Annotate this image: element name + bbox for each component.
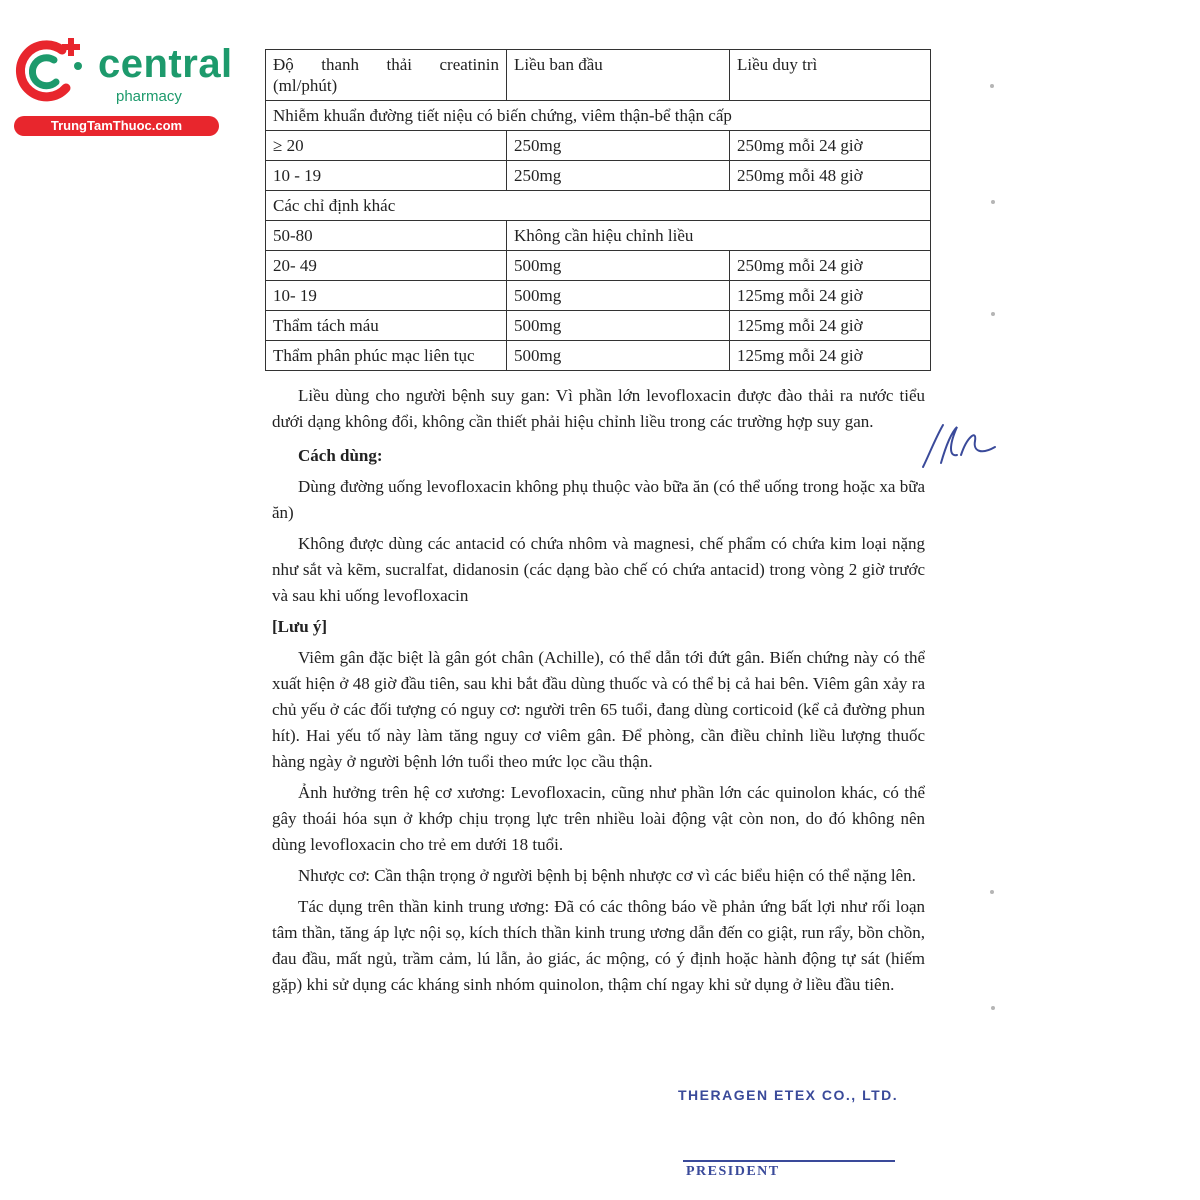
- table-cell: 125mg mỗi 24 giờ: [730, 341, 931, 371]
- scan-speck: [991, 200, 995, 204]
- usage-paragraph: Không được dùng các antacid có chứa nhôm và magnesi, chế phẩm có chứa kim loại nặng như sắt và kẽm, sucralfat, didanosin (các dạng bào chế có chứa antacid) trong vòng 2 giờ trước và sau khi uống levofloxacin: [272, 534, 925, 605]
- liver-dosage-paragraph: Liều dùng cho người bệnh suy gan: Vì phần lớn levofloxacin được đào thải ra nước tiểu dưới dạng không đổi, không cần thiết phải hiệu chỉnh liều trong các trường hợp suy gan.: [272, 386, 925, 431]
- table-cell: Thẩm tách máu: [266, 311, 507, 341]
- table-row: [266, 221, 931, 251]
- table-section-row: [266, 191, 931, 221]
- scan-speck: [991, 312, 995, 316]
- signature-initials-icon: [915, 415, 1005, 475]
- brand-logo[interactable]: [12, 36, 233, 136]
- dosage-table: [265, 49, 931, 371]
- document-body: [272, 383, 925, 1003]
- header-first-line: Độ thanh thải creatinin: [273, 55, 499, 74]
- pharmacy-cross-logo-icon: [12, 36, 90, 106]
- table-section-row: [266, 101, 931, 131]
- table-header-cell: Liều ban đầu: [507, 50, 730, 101]
- table-cell: 250mg mỗi 24 giờ: [730, 251, 931, 281]
- signature-line: [683, 1160, 895, 1162]
- table-cell: Không cần hiệu chỉnh liều: [507, 221, 931, 251]
- usage-paragraph: Dùng đường uống levofloxacin không phụ thuộc vào bữa ăn (có thể uống trong hoặc xa bữa ăn): [272, 477, 925, 522]
- table-cell: 10 - 19: [266, 161, 507, 191]
- table-cell: ≥ 20: [266, 131, 507, 161]
- table-cell: 250mg mỗi 24 giờ: [730, 131, 931, 161]
- scan-speck: [990, 890, 994, 894]
- brand-subtitle: pharmacy: [116, 88, 182, 105]
- president-title: PRESIDENT: [686, 1164, 780, 1179]
- table-row: [266, 161, 931, 191]
- table-header-cell: Liều duy trì: [730, 50, 931, 101]
- table-cell: 250mg mỗi 48 giờ: [730, 161, 931, 191]
- table-cell: 10- 19: [266, 281, 507, 311]
- table-cell: 500mg: [507, 281, 730, 311]
- table-row: [266, 341, 931, 371]
- table-cell: 125mg mỗi 24 giờ: [730, 281, 931, 311]
- section-title: Các chỉ định khác: [266, 191, 931, 221]
- table-cell: 500mg: [507, 251, 730, 281]
- table-cell: 500mg: [507, 311, 730, 341]
- table-header-cell: [266, 50, 507, 101]
- table-cell: 125mg mỗi 24 giờ: [730, 311, 931, 341]
- table-row: [266, 281, 931, 311]
- scan-speck: [990, 84, 994, 88]
- table-cell: 250mg: [507, 131, 730, 161]
- table-cell: 250mg: [507, 161, 730, 191]
- note-paragraph: Ảnh hưởng trên hệ cơ xương: Levofloxacin, cũng như phần lớn các quinolon khác, có thể gây thoái hóa sụn ở khớp chịu trọng lực trên nhiều loài động vật còn non, do đó không nên dùng levofloxacin cho trẻ em dưới 18 tuổi.: [272, 783, 925, 854]
- scan-speck: [991, 1006, 995, 1010]
- table-cell: Thẩm phân phúc mạc liên tục: [266, 341, 507, 371]
- note-paragraph: Viêm gân đặc biệt là gân gót chân (Achille), có thể dẫn tới đứt gân. Biến chứng này có thể xuất hiện ở 48 giờ đầu tiên, sau khi bắt đầu dùng thuốc và có thể bị cả hai bên. Viêm gân xảy ra chủ yếu ở các đối tượng có nguy cơ: người trên 65 tuổi, đang dùng corticoid (kể cả đường phun hít). Hai yếu tố này làm tăng nguy cơ viêm gân. Để phòng, cần điều chỉnh liều lượng thuốc hàng ngày ở người bệnh lớn tuổi theo mức lọc cầu thận.: [272, 648, 925, 771]
- table-row: [266, 131, 931, 161]
- table-header-row: [266, 50, 931, 101]
- header-first-line2: (ml/phút): [273, 76, 338, 95]
- table-cell: 50-80: [266, 221, 507, 251]
- table-cell: 20- 49: [266, 251, 507, 281]
- note-heading: [Lưu ý]: [272, 617, 328, 636]
- usage-heading: Cách dùng:: [298, 446, 383, 465]
- note-paragraph: Nhược cơ: Cần thận trọng ở người bệnh bị bệnh nhược cơ vì các biểu hiện có thể nặng lên.: [298, 866, 916, 885]
- table-cell: 500mg: [507, 341, 730, 371]
- table-row: [266, 311, 931, 341]
- brand-website[interactable]: TrungTamThuoc.com: [14, 116, 219, 136]
- note-paragraph: Tác dụng trên thần kinh trung ương: Đã có các thông báo về phản ứng bất lợi như rối loạn tâm thần, tăng áp lực nội sọ, kích thích thần kinh trung ương dẫn đến co giật, run rẩy, bồn chồn, đau đầu, mất ngủ, trầm cảm, lú lẫn, ảo giác, ác mộng, có ý định hoặc hành động tự sát (hiếm gặp) khi sử dụng các kháng sinh nhóm quinolon, thậm chí ngay khi sử dụng ở liều đầu tiên.: [272, 897, 925, 994]
- company-stamp: THERAGEN ETEX CO., LTD.: [678, 1087, 899, 1103]
- table-row: [266, 251, 931, 281]
- section-title: Nhiễm khuẩn đường tiết niệu có biến chứng, viêm thận-bể thận cấp: [266, 101, 931, 131]
- brand-name: central: [98, 42, 233, 86]
